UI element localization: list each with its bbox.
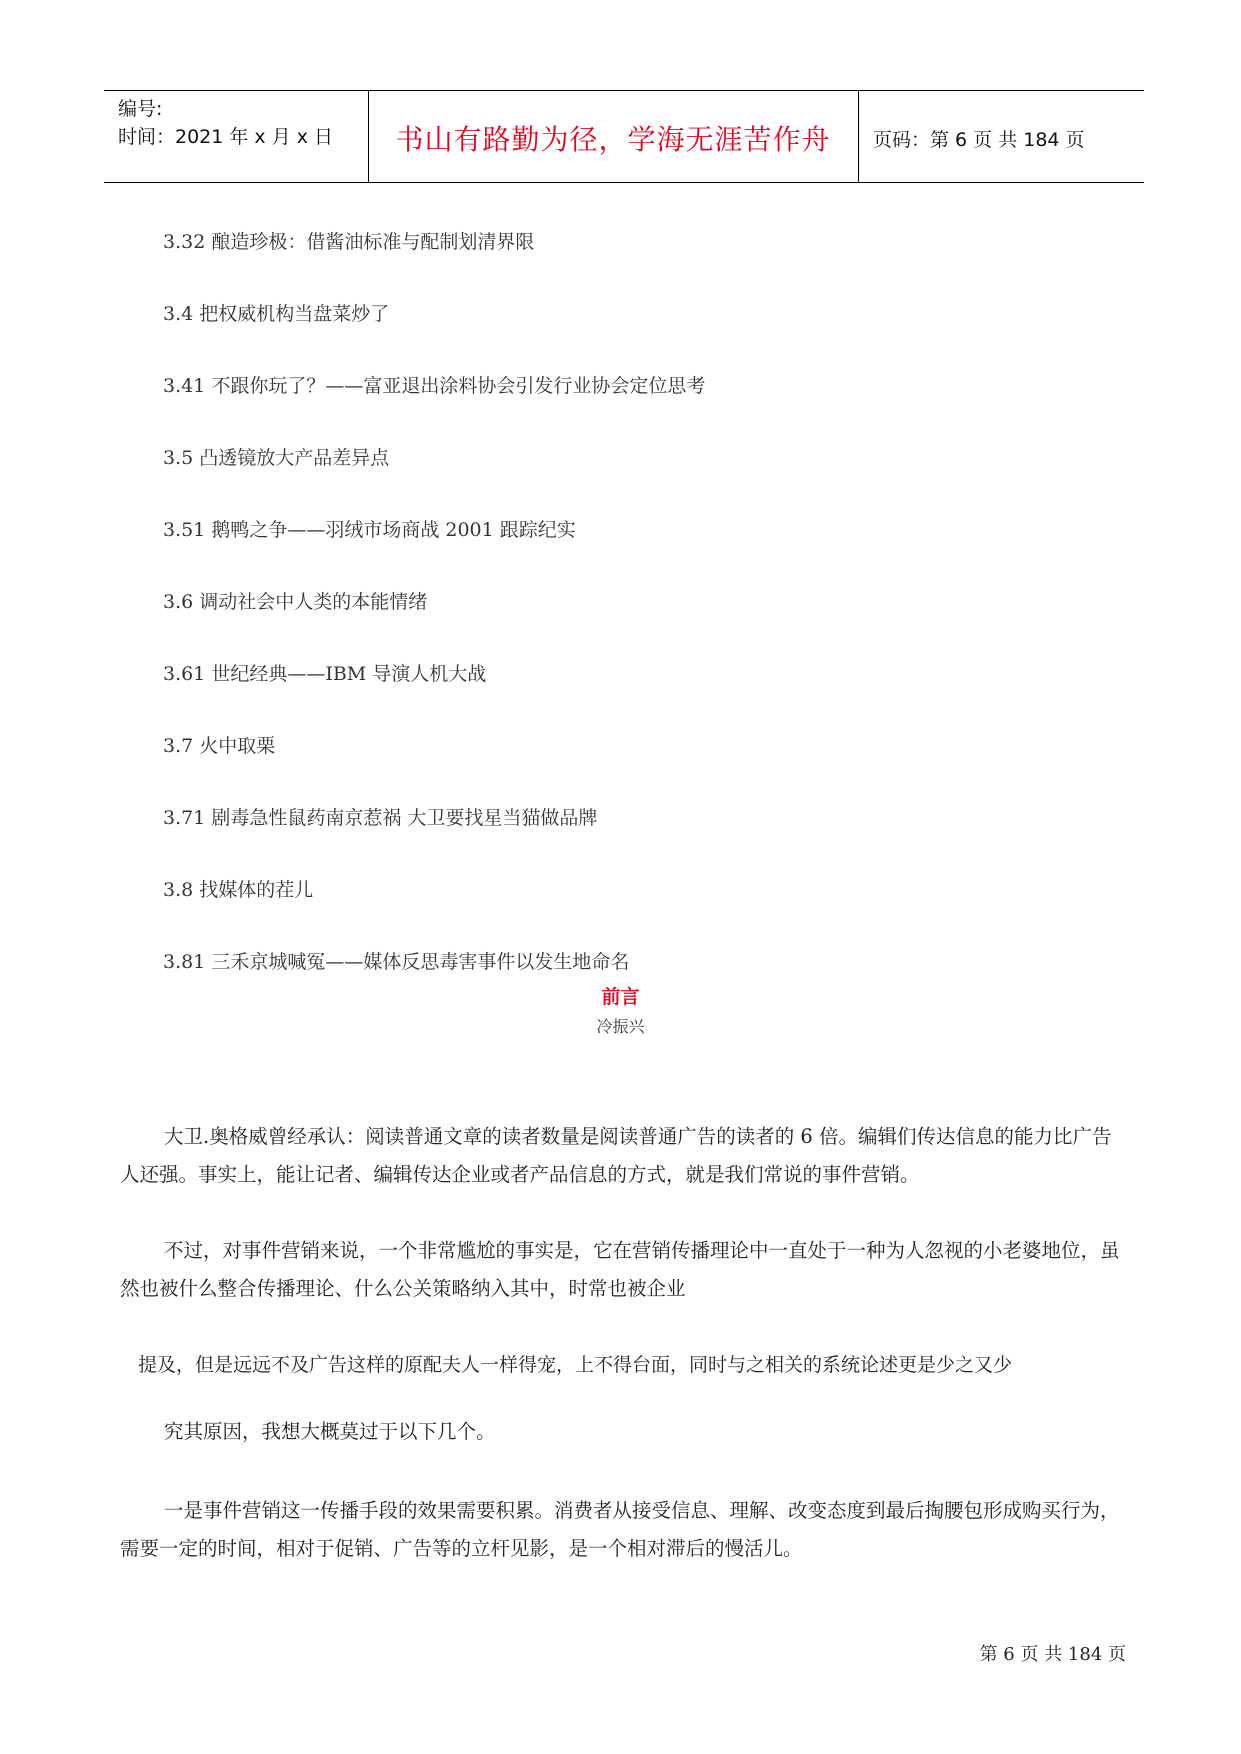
- preface-title: 前言: [601, 986, 640, 1008]
- footer-page-number: 第 6 页 共 184 页: [979, 1644, 1126, 1665]
- toc-item: 3.71 剧毒急性鼠药南京惹祸 大卫要找星当猫做品牌: [163, 807, 598, 829]
- toc-item: 3.4 把权威机构当盘菜炒了: [163, 303, 390, 325]
- toc-item: 3.8 找媒体的茬儿: [163, 879, 314, 901]
- preface-paragraph: 究其原因，我想大概莫过于以下几个。: [164, 1420, 496, 1443]
- toc-item: 3.6 调动社会中人类的本能情绪: [163, 591, 428, 613]
- toc-item: 3.7 火中取栗: [163, 735, 276, 757]
- toc-item: 3.61 世纪经典——IBM 导演人机大战: [163, 663, 487, 685]
- preface-paragraph: 一是事件营销这一传播手段的效果需要积累。消费者从接受信息、理解、改变态度到最后掏腰包形成购买行为，需要一定的时间，相对于促销、广告等的立杆见影，是一个相对滞后的慢活儿。: [120, 1499, 1120, 1560]
- header-page-label: 页码：第 6 页 共 184 页: [873, 129, 1085, 151]
- header-divider-right: [858, 90, 859, 183]
- header-motto: 书山有路勤为径，学海无涯苦作舟: [395, 123, 831, 156]
- header-top-rule: [104, 90, 1144, 91]
- header-time-label: 时间：2021 年 x 月 x 日: [118, 126, 334, 148]
- toc-item: 3.32 酿造珍极：借酱油标准与配制划清界限: [163, 231, 535, 253]
- header-bottom-rule: [104, 182, 1144, 183]
- preface-paragraph: 提及，但是远远不及广告这样的原配夫人一样得宠，上不得台面，同时与之相关的系统论述更是少之又少: [138, 1354, 1013, 1376]
- preface-author: 冷振兴: [596, 1017, 645, 1036]
- toc-item: 3.5 凸透镜放大产品差异点: [163, 447, 390, 469]
- preface-paragraph: 不过，对事件营销来说，一个非常尴尬的事实是，它在营销传播理论中一直处于一种为人忽视的小老婆地位，虽然也被什么整合传播理论、什么公关策略纳入其中，时常也被企业: [120, 1239, 1120, 1300]
- header-number-label: 编号:: [118, 98, 163, 120]
- toc-item: 3.81 三禾京城喊冤——媒体反思毒害事件以发生地命名: [163, 951, 630, 973]
- preface-paragraph: 大卫.奥格威曾经承认：阅读普通文章的读者数量是阅读普通广告的读者的 6 倍。编辑们传达信息的能力比广告人还强。事实上，能让记者、编辑传达企业或者产品信息的方式，就是我们常说的事件营销。: [120, 1125, 1112, 1186]
- toc-item: 3.51 鹅鸭之争——羽绒市场商战 2001 跟踪纪实: [163, 519, 576, 541]
- toc-item: 3.41 不跟你玩了？——富亚退出涂料协会引发行业协会定位思考: [163, 375, 706, 397]
